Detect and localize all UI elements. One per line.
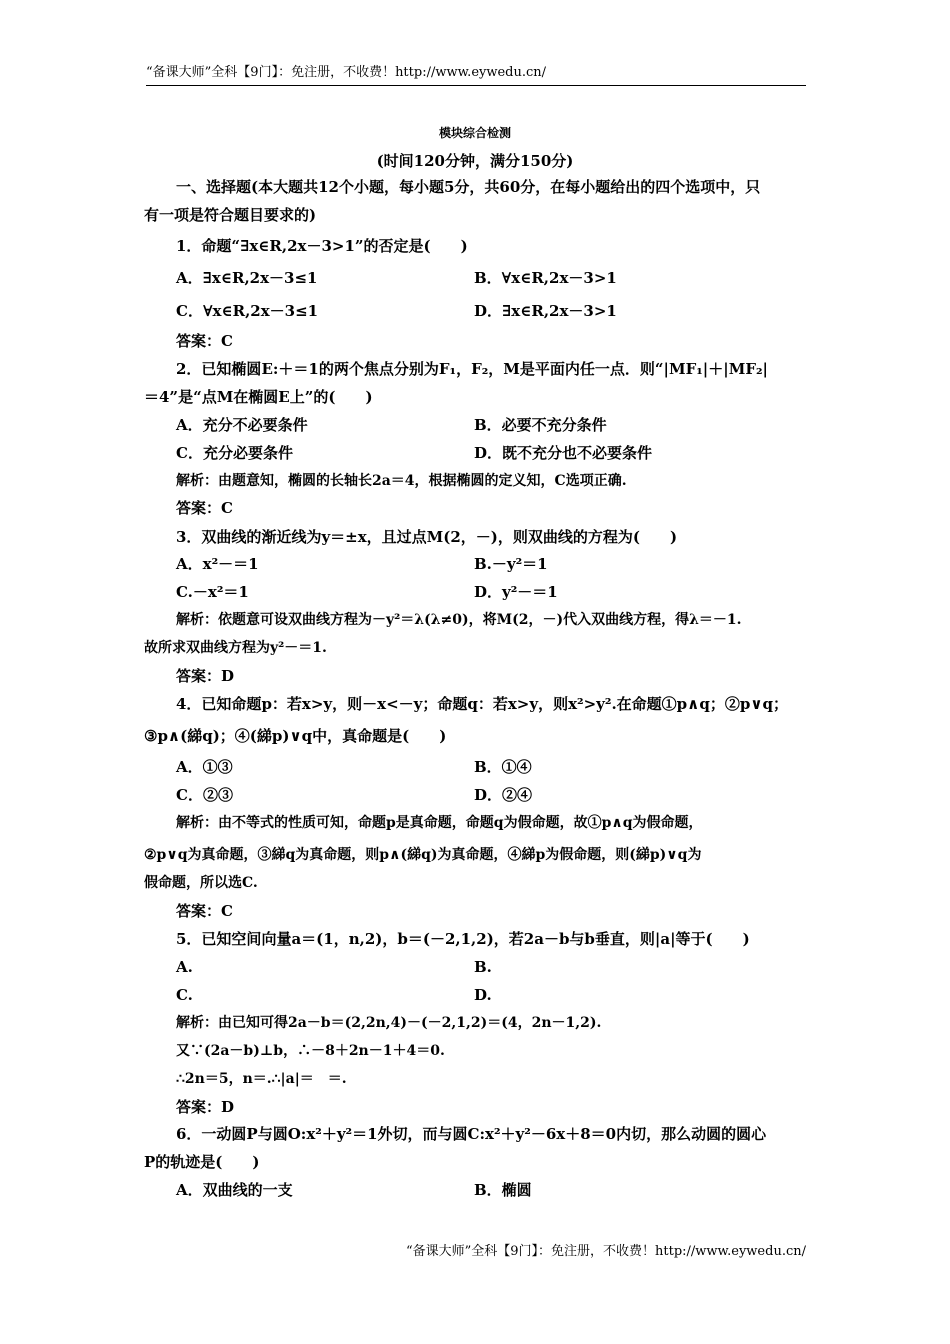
q5-option-d: D. <box>474 986 492 1004</box>
q6-option-a: A．双曲线的一支 <box>176 1181 293 1199</box>
q2-stem-cont: ＝4”是“点M在椭圆E上”的( ) <box>144 388 373 406</box>
q1-option-b: B．∀x∈R,2x－3>1 <box>474 269 617 287</box>
q1-option-d: D．∃x∈R,2x－3>1 <box>474 302 617 320</box>
q2-explanation: 解析：由题意知，椭圆的长轴长2a＝4，根据椭圆的定义知，C选项正确. <box>176 473 627 489</box>
q1-stem: 1．命题“∃x∈R,2x－3>1”的否定是( ) <box>176 237 468 255</box>
q4-stem: 4．已知命题p：若x>y，则－x<－y；命题q：若x>y，则x²>y².在命题①p∧q；②p∨q； <box>176 695 788 713</box>
q3-option-c: C.－x²＝1 <box>176 583 249 601</box>
q5-option-c: C. <box>176 986 193 1004</box>
q5-option-a: A. <box>176 958 193 976</box>
q4-option-c: C．②③ <box>176 786 233 804</box>
q5-option-b: B. <box>474 958 492 976</box>
q4-answer: 答案：C <box>176 902 233 920</box>
page-footer: “备课大师”全科【9门】：免注册，不收费！http://www.eywedu.cn/ <box>405 1244 806 1259</box>
section-heading-cont: 有一项是符合题目要求的) <box>144 206 317 224</box>
page-header: “备课大师”全科【9门】：免注册，不收费！http://www.eywedu.cn/ <box>146 64 806 86</box>
q4-option-b: B．①④ <box>474 758 532 776</box>
q2-option-b: B．必要不充分条件 <box>474 416 607 434</box>
q2-option-a: A．充分不必要条件 <box>176 416 308 434</box>
q5-explanation-line3: ∴2n＝5，n＝.∴|a|＝ ＝. <box>176 1071 347 1087</box>
q3-explanation: 解析：依题意可设双曲线方程为－y²＝λ(λ≠0)，将M(2，－)代入双曲线方程，得λ＝－1. <box>176 612 742 628</box>
q5-explanation-line2: 又∵(2a－b)⊥b，∴－8＋2n－1＋4＝0. <box>176 1043 445 1059</box>
q2-option-d: D．既不充分也不必要条件 <box>474 444 653 462</box>
q4-stem-cont: ③p∧(綈q)；④(綈p)∨q中，真命题是( ) <box>144 727 447 745</box>
q1-option-a: A．∃x∈R,2x－3≤1 <box>176 269 318 287</box>
q6-stem-cont: P的轨迹是( ) <box>144 1153 260 1171</box>
q1-answer: 答案：C <box>176 332 233 350</box>
section-heading: 一、选择题(本大题共12个小题，每小题5分，共60分，在每小题给出的四个选项中，只 <box>176 178 761 196</box>
q5-explanation: 解析：由已知可得2a－b＝(2,2n,4)－(－2,1,2)＝(4，2n－1,2). <box>176 1015 602 1031</box>
q3-option-b: B.－y²＝1 <box>474 555 548 573</box>
q2-stem: 2．已知椭圆E:＋＝1的两个焦点分别为F₁，F₂，M是平面内任一点．则“|MF₁|＋|MF₂| <box>176 360 768 378</box>
q3-option-a: A．x²－＝1 <box>176 555 259 573</box>
page-title: 模块综合检测 <box>438 126 511 140</box>
q4-option-a: A．①③ <box>176 758 233 776</box>
page-subtitle: (时间120分钟，满分150分) <box>376 152 574 170</box>
q4-option-d: D．②④ <box>474 786 533 804</box>
q4-explanation-end: 假命题，所以选C. <box>144 875 258 891</box>
q5-answer: 答案：D <box>176 1098 235 1116</box>
q3-answer: 答案：D <box>176 667 235 685</box>
q4-explanation-cont: ②p∨q为真命题，③綈q为真命题，则p∧(綈q)为真命题，④綈p为假命题，则(綈p)∨q为 <box>144 847 702 863</box>
q6-option-b: B．椭圆 <box>474 1181 532 1199</box>
q4-explanation: 解析：由不等式的性质可知，命题p是真命题，命题q为假命题，故①p∧q为假命题， <box>176 815 703 831</box>
q5-stem: 5．已知空间向量a＝(1，n,2)，b＝(－2,1,2)，若2a－b与b垂直，则|a|等于( ) <box>176 930 750 948</box>
q3-explanation-cont: 故所求双曲线方程为y²－＝1. <box>144 640 327 656</box>
q3-stem: 3．双曲线的渐近线为y＝±x，且过点M(2，－)，则双曲线的方程为( ) <box>176 528 678 546</box>
q6-stem: 6．一动圆P与圆O:x²＋y²＝1外切，而与圆C:x²＋y²－6x＋8＝0内切，那么动圆的圆心 <box>176 1125 767 1143</box>
q3-option-d: D．y²－＝1 <box>474 583 558 601</box>
q2-answer: 答案：C <box>176 499 233 517</box>
q2-option-c: C．充分必要条件 <box>176 444 293 462</box>
q1-option-c: C．∀x∈R,2x－3≤1 <box>176 302 319 320</box>
